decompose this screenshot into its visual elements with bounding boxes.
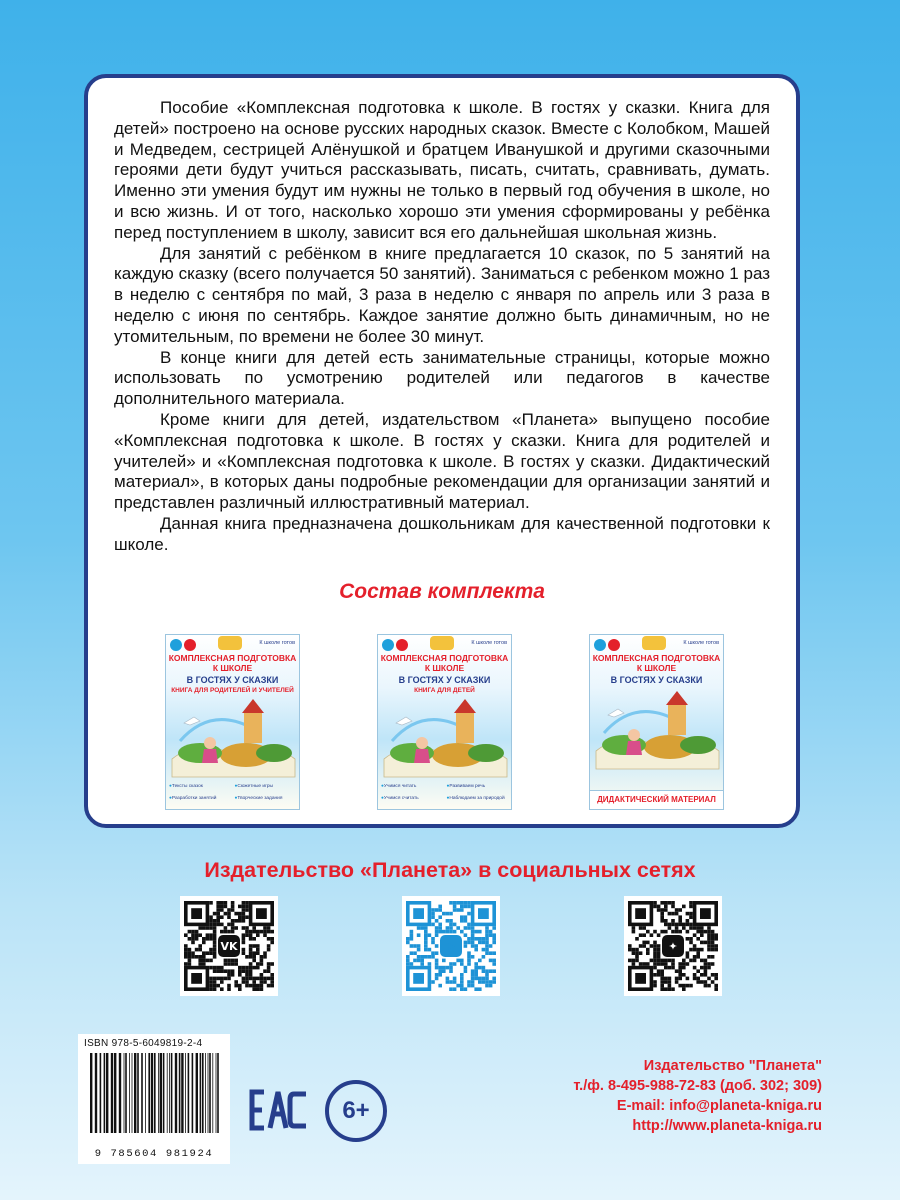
description-paragraph-3: В конце книги для детей есть занимательные страницы, которые можно использовать по усмотрению родителей или педагогов в качестве дополнительного материала.: [114, 347, 770, 409]
isbn-label: ISBN 978-5-6049819-2-4: [84, 1038, 203, 1049]
cover-subtitle: В ГОСТЯХ У СКАЗКИ: [398, 675, 491, 685]
qr-code-graphic: [402, 896, 500, 996]
cover-audience: КНИГА ДЛЯ ДЕТЕЙ: [414, 687, 475, 694]
cover-subtitle: В ГОСТЯХ У СКАЗКИ: [610, 675, 703, 685]
series-logo-icon: [396, 639, 408, 651]
cover-feature: ● Учимся читать: [381, 784, 443, 795]
brand-logo-icon: [430, 636, 454, 650]
qr-code-graphic: [180, 896, 278, 996]
cover-feature-list: [381, 784, 508, 806]
brand-logo-icon: [218, 636, 242, 650]
brand-logo-icon: [642, 636, 666, 650]
publisher-email[interactable]: E-mail: info@planeta-kniga.ru: [616, 1098, 822, 1114]
cover-title: КОМПЛЕКСНАЯ ПОДГОТОВКА К ШКОЛЕ: [168, 653, 297, 673]
cover-title: КОМПЛЕКСНАЯ ПОДГОТОВКА К ШКОЛЕ: [380, 653, 509, 673]
age-rating-badge: 6+: [325, 1080, 387, 1142]
fairy-tale-illustration-icon: [382, 697, 509, 781]
cover-feature: ● Тексты сказок: [169, 784, 231, 795]
kit-title: Состав комплекта: [339, 579, 545, 603]
cover-feature: ● Творческие задания: [235, 796, 297, 807]
cover-audience: КНИГА ДЛЯ РОДИТЕЛЕЙ И УЧИТЕЛЕЙ: [171, 687, 294, 694]
book-cover-didactic: [589, 634, 724, 810]
cover-feature: ● Сюжетные игры: [235, 784, 297, 795]
qr-code-telegram[interactable]: [402, 896, 500, 996]
cover-feature-list: [169, 784, 296, 806]
cover-series: К школе готов: [471, 640, 507, 646]
vk-icon-glyph: VK: [220, 940, 238, 953]
cover-subtitle: В ГОСТЯХ У СКАЗКИ: [186, 675, 279, 685]
series-logo-icon: [608, 639, 620, 651]
book-cover-parents: [165, 634, 300, 810]
cover-feature: ● Учимся считать: [381, 796, 443, 807]
cover-feature: ● Развиваем речь: [447, 784, 509, 795]
publisher-website[interactable]: http://www.planeta-kniga.ru: [632, 1118, 822, 1134]
cover-series: К школе готов: [259, 640, 295, 646]
series-logo-icon: [184, 639, 196, 651]
description-paragraph-2: Для занятий с ребёнком в книге предлагается 10 сказок, по 5 занятий на каждую сказку (всего получается 50 занятий). Заниматься с ребенком можно 1 раз в неделю с сентября по май, 3 раза в неделю с января по апрель или 3 раза в неделю с июня по сентябрь. Каждое занятие должно быть динамичным, но не утомительным, по времени не более 30 минут.: [114, 243, 770, 346]
cover-header: [166, 635, 299, 651]
qr-code-other[interactable]: [624, 896, 722, 996]
publisher-logo-icon: [170, 639, 182, 651]
description-paragraph-1: Пособие «Комплексная подготовка к школе. В гостях у сказки. Книга для детей» построено на основе русских народных сказок. Вместе с Колобком, Машей и Медведем, сестрицей Алёнушкой и братцем Иванушкой и другими сказочными героями дети будут учиться рассказывать, писать, считать, сравнивать, думать. Именно эти умения будут им нужны не только в первый год обучения в школе, но и всю жизнь. И от того, насколько хорошо эти умения сформированы у ребёнка перед поступлением в школу, зависит вся его дальнейшая школьная жизнь.: [114, 98, 770, 242]
cover-series: К школе готов: [683, 640, 719, 646]
qr-code-graphic: [624, 896, 722, 996]
publisher-name: Издательство "Планета": [643, 1058, 822, 1074]
qr-code-vk[interactable]: [180, 896, 278, 996]
barcode-digits: 9 785604 981924: [94, 1148, 214, 1160]
fairy-tale-illustration-icon: [594, 689, 721, 773]
cover-band: ДИДАКТИЧЕСКИЙ МАТЕРИАЛ: [590, 790, 723, 809]
cover-feature: ● Наблюдаем за природой: [447, 796, 509, 807]
publisher-contacts: [573, 1056, 822, 1136]
cover-header: [590, 635, 723, 651]
description-paragraph-5: Данная книга предназначена дошкольникам для качественной подготовки к школе.: [114, 513, 770, 554]
cover-header: [378, 635, 511, 651]
barcode-icon: [84, 1049, 224, 1139]
cover-feature: ● Разработки занятий: [169, 796, 231, 807]
telegram-icon-glyph: ➤: [446, 940, 456, 953]
publisher-phone: т./ф. 8-495-988-72-83 (доб. 302; 309): [573, 1078, 822, 1094]
social-title: Издательство «Планета» в социальных сетях: [204, 858, 696, 882]
fairy-tale-illustration-icon: [170, 697, 297, 781]
isbn-barcode: [78, 1034, 230, 1164]
publisher-logo-icon: [594, 639, 606, 651]
book-cover-children: [377, 634, 512, 810]
star-icon-glyph: ✦: [668, 940, 678, 953]
publisher-logo-icon: [382, 639, 394, 651]
eac-certification-icon: [248, 1088, 310, 1132]
description-paragraph-4: Кроме книги для детей, издательством «Планета» выпущено пособие «Комплексная подготовка к школе. В гостях у сказки. Книга для родителей и учителей» и «Комплексная подготовка к школе. В гостях у сказки. Дидактический материал», в которых даны подробные рекомендации для организации занятий и представлен различный иллюстративный материал.: [114, 409, 770, 513]
cover-title: КОМПЛЕКСНАЯ ПОДГОТОВКА К ШКОЛЕ: [592, 653, 721, 673]
